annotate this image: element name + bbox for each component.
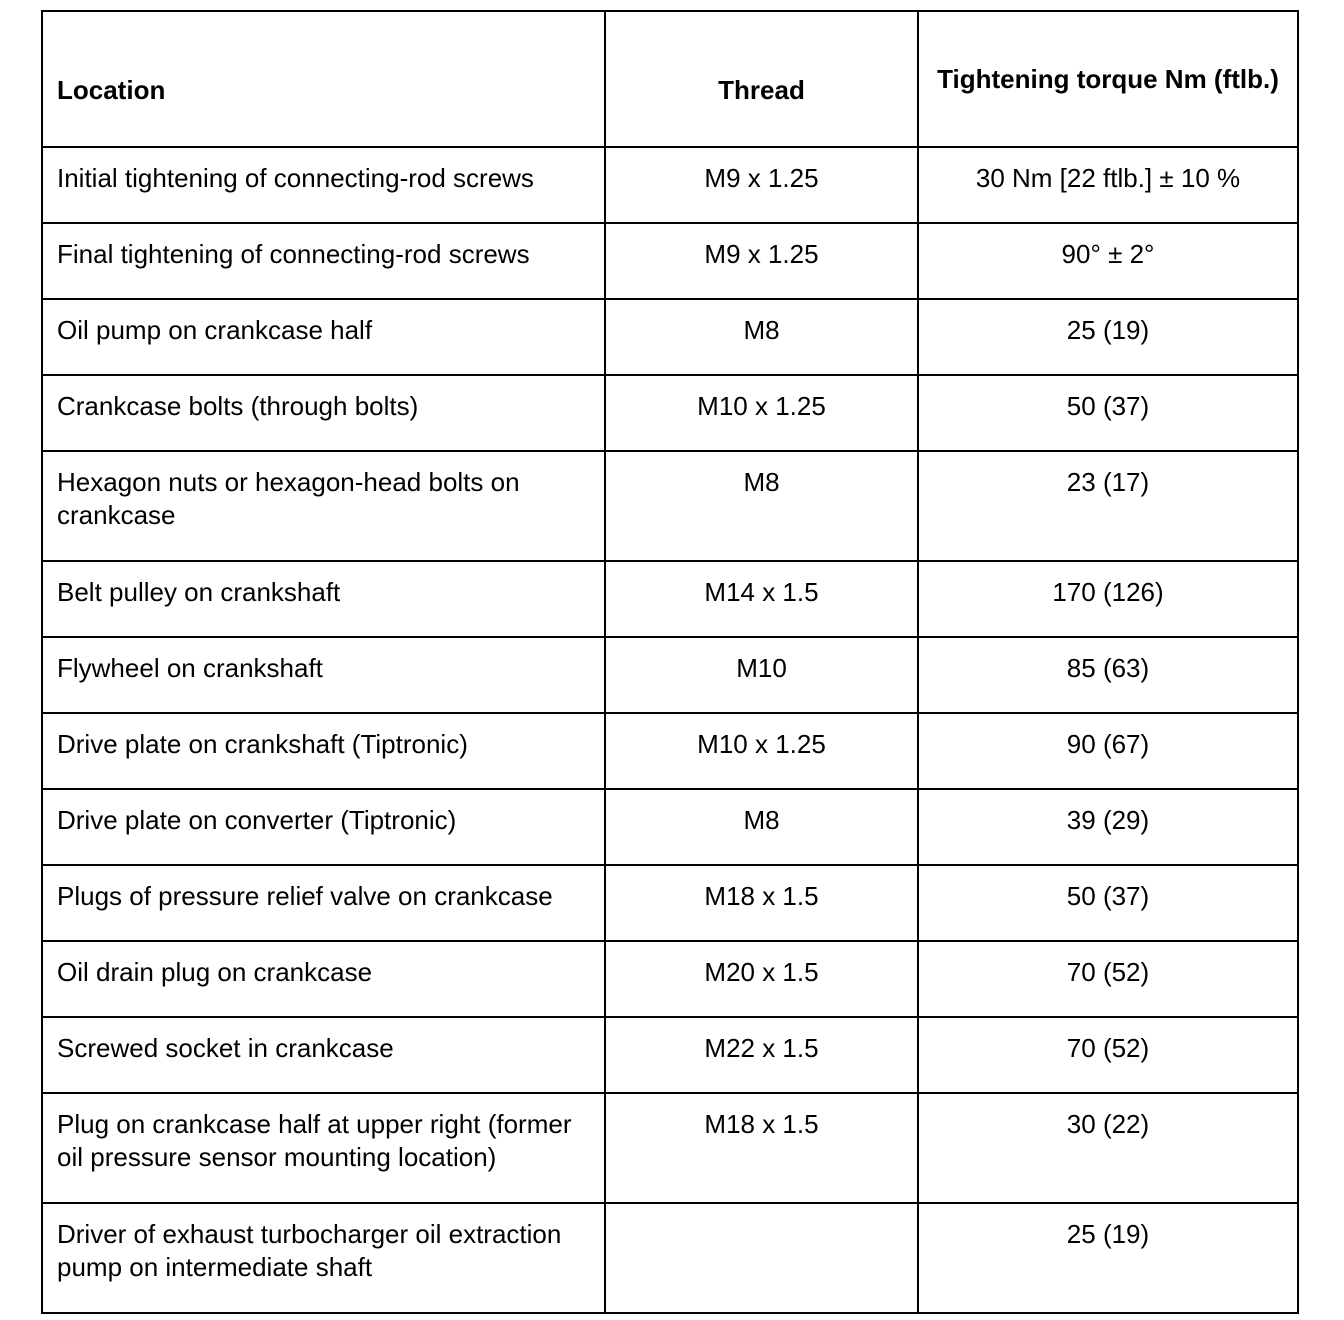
cell-location: Crankcase bolts (through bolts) [42,375,605,451]
cell-location: Final tightening of connecting-rod screws [42,223,605,299]
cell-location: Plugs of pressure relief valve on crankcase [42,865,605,941]
cell-location: Screwed socket in crankcase [42,1017,605,1093]
torque-table [41,10,1299,1314]
table-row [42,1017,1298,1093]
cell-torque: 70 (52) [918,1017,1298,1093]
table-row [42,299,1298,375]
cell-thread: M8 [605,789,918,865]
torque-table-container [41,10,1299,1314]
cell-thread: M10 [605,637,918,713]
cell-thread: M10 x 1.25 [605,375,918,451]
cell-torque: 30 Nm [22 ftlb.] ± 10 % [918,147,1298,223]
cell-thread: M18 x 1.5 [605,1093,918,1203]
cell-torque: 23 (17) [918,451,1298,561]
table-row [42,713,1298,789]
table-row [42,941,1298,1017]
cell-location: Drive plate on crankshaft (Tiptronic) [42,713,605,789]
cell-torque: 90° ± 2° [918,223,1298,299]
cell-torque: 25 (19) [918,1203,1298,1313]
cell-location: Initial tightening of connecting-rod screws [42,147,605,223]
cell-torque: 50 (37) [918,865,1298,941]
cell-thread: M9 x 1.25 [605,223,918,299]
cell-location: Oil pump on crankcase half [42,299,605,375]
table-row [42,637,1298,713]
cell-thread: M20 x 1.5 [605,941,918,1017]
cell-torque: 90 (67) [918,713,1298,789]
cell-thread: M9 x 1.25 [605,147,918,223]
header-thread: Thread [605,11,918,147]
cell-thread: M8 [605,299,918,375]
table-row [42,1093,1298,1203]
cell-location: Driver of exhaust turbocharger oil extraction pump on intermediate shaft [42,1203,605,1313]
cell-torque: 70 (52) [918,941,1298,1017]
cell-torque: 85 (63) [918,637,1298,713]
table-row [42,223,1298,299]
cell-thread: M14 x 1.5 [605,561,918,637]
table-row [42,865,1298,941]
cell-location: Drive plate on converter (Tiptronic) [42,789,605,865]
cell-thread: M8 [605,451,918,561]
table-row [42,375,1298,451]
cell-torque: 50 (37) [918,375,1298,451]
header-row [42,11,1298,147]
cell-location: Belt pulley on crankshaft [42,561,605,637]
cell-location: Flywheel on crankshaft [42,637,605,713]
cell-location: Oil drain plug on crankcase [42,941,605,1017]
cell-torque: 39 (29) [918,789,1298,865]
cell-torque: 170 (126) [918,561,1298,637]
table-row [42,147,1298,223]
cell-thread: M22 x 1.5 [605,1017,918,1093]
cell-torque: 30 (22) [918,1093,1298,1203]
table-row [42,451,1298,561]
header-location: Location [42,11,605,147]
header-torque: Tightening torque Nm (ftlb.) [918,11,1298,147]
cell-thread: M10 x 1.25 [605,713,918,789]
cell-torque: 25 (19) [918,299,1298,375]
cell-location: Hexagon nuts or hexagon-head bolts on crankcase [42,451,605,561]
cell-thread: M18 x 1.5 [605,865,918,941]
table-row [42,1203,1298,1313]
cell-location: Plug on crankcase half at upper right (former oil pressure sensor mounting location) [42,1093,605,1203]
table-row [42,789,1298,865]
table-row [42,561,1298,637]
cell-thread [605,1203,918,1313]
